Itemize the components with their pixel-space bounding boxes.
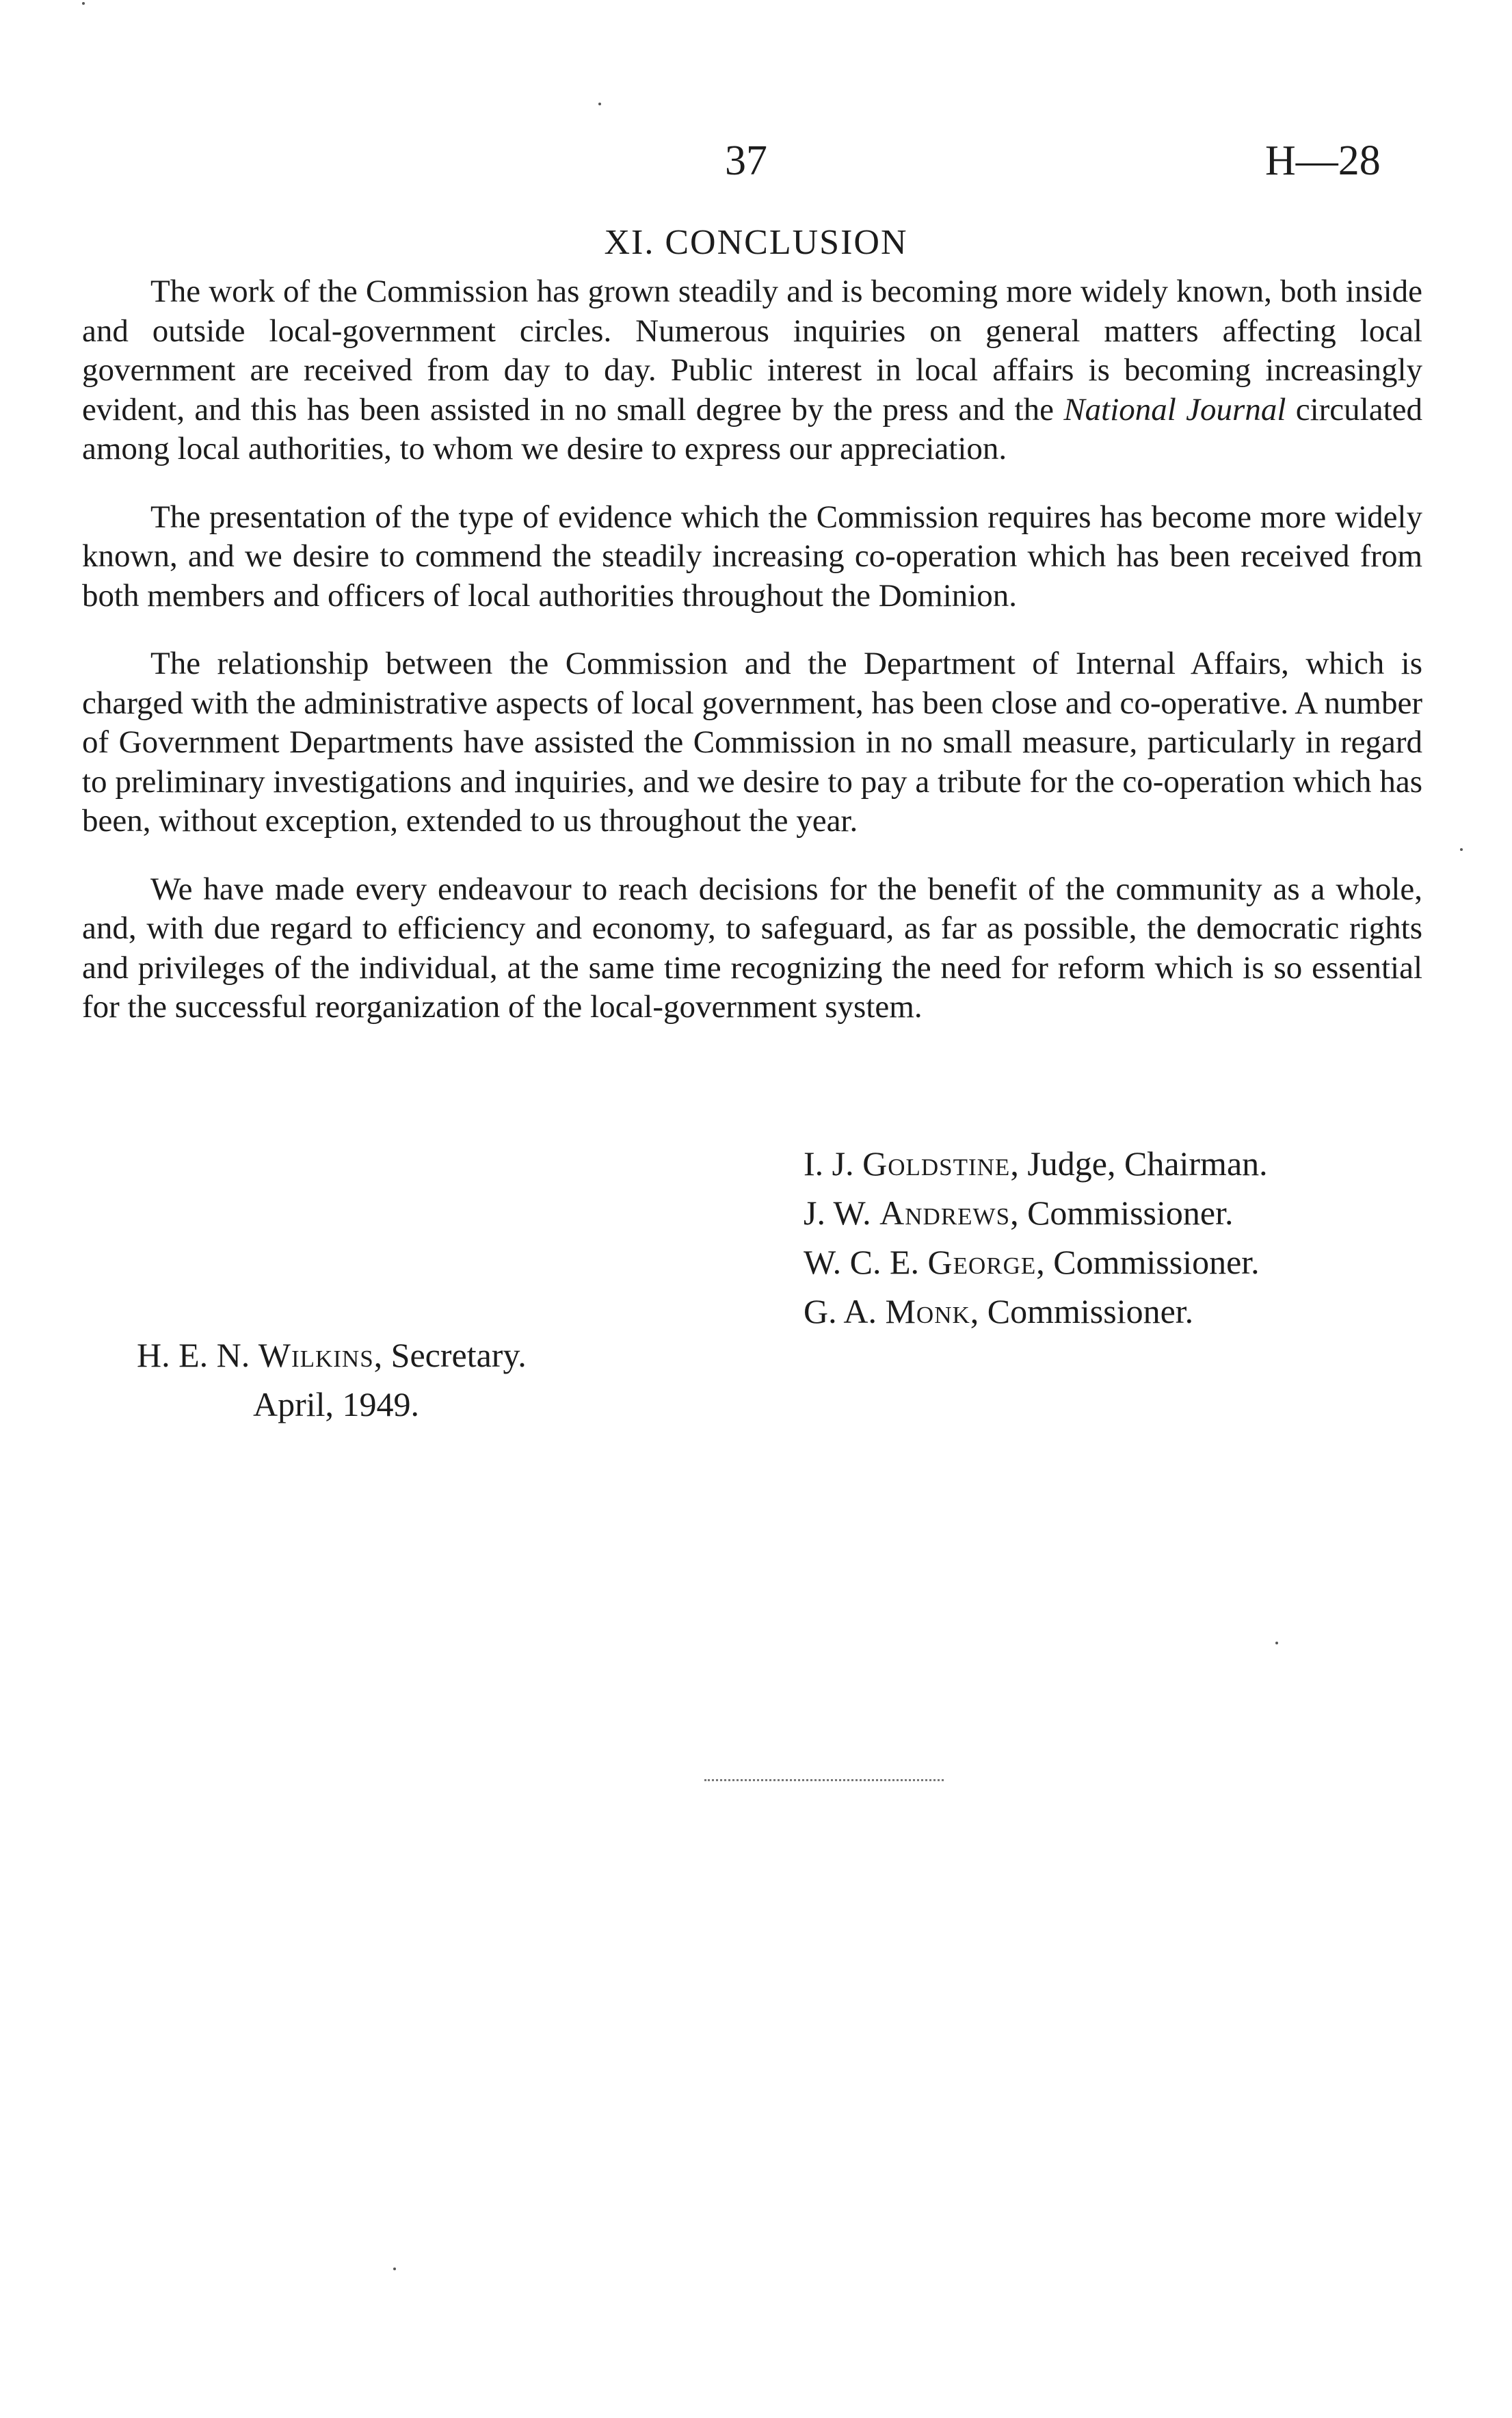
body-text (82, 272, 1422, 1056)
paragraph-2: The presentation of the type of evidence which the Commission requires has become more widely known, and we desire to commend the steadily increasing co-operation which has been received from both members and officers of local authorities throughout the Dominion. (82, 499, 1422, 614)
paragraph-1 (82, 272, 1422, 469)
paragraph-3: The relationship between the Commission and the Department of Internal Affairs, which is charged with the administrative aspects of local government, has been close and co-operative. A number of Government Departments have assisted the Commission in no small measure, particularly in regard to preliminary investigations and inquiries, and we desire to pay a tribute for the co-operation which has been, without exception, extended to us throughout the year. (82, 646, 1422, 839)
signatory-title: , Commissioner. (970, 1292, 1194, 1330)
scan-speck (82, 2, 85, 5)
signatory-surname: George (927, 1243, 1037, 1281)
scan-speck (1460, 848, 1463, 851)
signatory-initials: J. W. (804, 1194, 880, 1232)
signatory-commissioner-monk (804, 1287, 1268, 1336)
signatory-title: , Judge, Chairman. (1010, 1144, 1268, 1183)
signatory-chairman (804, 1139, 1268, 1188)
document-reference: H—28 (1265, 137, 1381, 184)
journal-title: National Journal (1063, 391, 1286, 428)
scan-speck (393, 2268, 396, 2270)
signatory-surname: Andrews (879, 1194, 1011, 1232)
paragraph-4: We have made every endeavour to reach decisions for the benefit of the community as a whole, and, with due regard to efficiency and economy, to safeguard, as far as possible, the democratic rights and privileges of the individual, at the same time recognizing the need for reform which is so essential for the successful reorganization of the local-government system. (82, 871, 1422, 1025)
signatory-commissioner-andrews (804, 1188, 1268, 1237)
secretary-signature (137, 1330, 527, 1380)
signatory-initials: I. J. (804, 1144, 863, 1183)
signatory-title: , Commissioner. (1036, 1243, 1260, 1281)
secretary-block (137, 1330, 527, 1429)
secretary-initials: H. E. N. (137, 1336, 258, 1374)
paragraph-1-text-start: The work of the Commission has grown steadily and is becoming more widely known, both inside and outside local-government circles. Numerous inquiries on general matters affecting local government are received from day to day. Public interest in local affairs is becoming increasingly evident, and this has been assisted in no small degree by the press and the (82, 274, 1422, 428)
page-number: 37 (725, 137, 767, 184)
paragraph-1-text-end: circulated among local authorities, to whom we desire to express our appreciation. (82, 391, 1422, 466)
section-heading: XI. CONCLUSION (604, 223, 908, 262)
report-date: April, 1949. (253, 1385, 420, 1423)
signatories-block (804, 1139, 1268, 1336)
footer-divider (704, 1779, 944, 1781)
scan-speck (598, 103, 601, 105)
signatory-initials: W. C. E. (804, 1243, 928, 1281)
secretary-surname: Wilkins (258, 1336, 374, 1374)
signatory-surname: Goldstine (862, 1144, 1011, 1183)
secretary-title: , Secretary. (373, 1336, 527, 1374)
scan-speck (1275, 1642, 1278, 1644)
signatory-title: , Commissioner. (1010, 1194, 1234, 1232)
signatory-initials: G. A. (804, 1292, 886, 1330)
signatory-surname: Monk (885, 1292, 970, 1330)
signatory-commissioner-george (804, 1237, 1268, 1287)
